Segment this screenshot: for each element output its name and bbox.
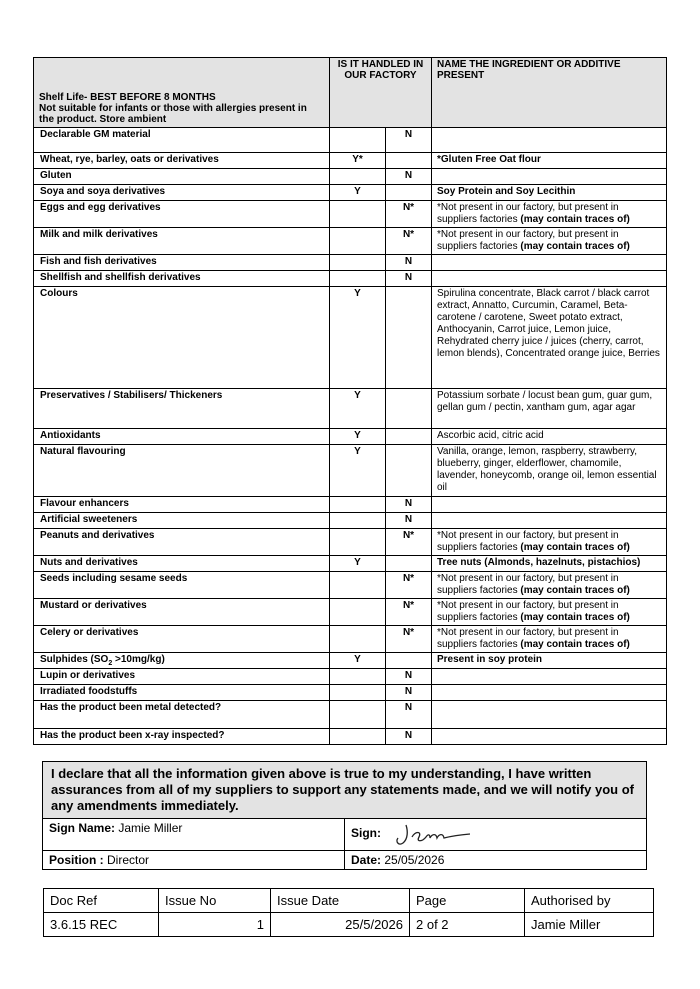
handled-no-cell — [386, 153, 432, 169]
issue-no-header: Issue No — [159, 889, 271, 913]
doc-ref-value-row — [44, 913, 654, 937]
handled-yes-cell — [330, 228, 386, 255]
row-label: Antioxidants — [40, 430, 101, 441]
handled-yes-cell — [330, 271, 386, 287]
issue-date-header: Issue Date — [271, 889, 410, 913]
allergen-cell — [34, 729, 330, 745]
ingredient-cell — [432, 556, 667, 572]
table-row — [34, 685, 667, 701]
allergen-cell — [34, 169, 330, 185]
handled-yes-cell: Y — [330, 653, 386, 669]
ingredient-cell — [432, 685, 667, 701]
handled-no-cell: N* — [386, 529, 432, 556]
table-row — [34, 389, 667, 429]
traces-note-bold: (may contain traces of) — [520, 612, 630, 623]
handled-no-cell — [386, 287, 432, 389]
row-label: Soya and soya derivatives — [40, 186, 166, 197]
table-header-row — [34, 58, 667, 128]
handled-no-cell: N — [386, 513, 432, 529]
ingredient-cell — [432, 201, 667, 228]
traces-note-bold: (may contain traces of) — [520, 585, 630, 596]
handled-yes-cell — [330, 255, 386, 271]
row-label: Lupin or derivatives — [40, 670, 136, 681]
row-label: Has the product been x-ray inspected? — [40, 730, 225, 741]
handled-no-cell: N — [386, 255, 432, 271]
allergen-cell — [34, 572, 330, 599]
handled-yes-cell — [330, 128, 386, 153]
allergen-cell — [34, 128, 330, 153]
allergen-cell — [34, 701, 330, 729]
table-row — [34, 255, 667, 271]
handled-yes-cell — [330, 201, 386, 228]
handled-no-cell: N — [386, 128, 432, 153]
ingredient-cell — [432, 169, 667, 185]
traces-note: *Not present in our factory, but present in suppliers factories — [437, 627, 619, 650]
traces-note: *Not present in our factory, but present in suppliers factories — [437, 229, 619, 252]
handled-yes-cell — [330, 669, 386, 685]
allergen-cell — [34, 685, 330, 701]
handled-no-cell: N* — [386, 228, 432, 255]
handled-no-cell — [386, 185, 432, 201]
ingredient-cell — [432, 228, 667, 255]
allergen-cell — [34, 669, 330, 685]
handled-no-cell: N — [386, 701, 432, 729]
ingredient-cell — [432, 445, 667, 497]
ingredient-cell — [432, 429, 667, 445]
page-header: Page — [410, 889, 525, 913]
ingredient-cell — [432, 497, 667, 513]
table-row — [34, 429, 667, 445]
ingredient-header: NAME THE INGREDIENT OR ADDITIVE PRESENT — [432, 58, 667, 128]
row-label: Peanuts and derivatives — [40, 530, 155, 541]
ingredient-text: Ascorbic acid, citric acid — [437, 430, 544, 441]
row-label-tail: >10mg/kg) — [112, 654, 165, 665]
allergen-cell — [34, 389, 330, 429]
handled-no-cell — [386, 653, 432, 669]
table-row — [34, 626, 667, 653]
table-row — [34, 669, 667, 685]
table-row — [34, 169, 667, 185]
signature-cell — [345, 819, 647, 851]
ingredient-text: Soy Protein and Soy Lecithin — [437, 186, 576, 197]
position-value: Director — [103, 853, 150, 867]
storage-warning-text: Not suitable for infants or those with allergies present in the product. Store ambient — [39, 103, 307, 125]
sign-name-cell — [43, 819, 345, 851]
handled-yes-cell: Y — [330, 429, 386, 445]
doc-ref-value: 3.6.15 REC — [44, 913, 159, 937]
ingredient-cell — [432, 626, 667, 653]
table-row — [34, 729, 667, 745]
allergen-cell — [34, 513, 330, 529]
traces-note-bold: (may contain traces of) — [520, 241, 630, 252]
handled-yes-cell — [330, 729, 386, 745]
declaration-box — [42, 761, 647, 870]
ingredient-cell — [432, 669, 667, 685]
table-row — [34, 271, 667, 287]
allergen-cell — [34, 271, 330, 287]
allergen-cell — [34, 287, 330, 389]
handled-no-cell: N* — [386, 201, 432, 228]
authorised-by-header: Authorised by — [525, 889, 654, 913]
issue-date-value: 25/5/2026 — [271, 913, 410, 937]
row-label-subscript: 2 — [108, 660, 113, 667]
row-label: Sulphides (SO — [40, 654, 109, 665]
handled-no-cell: N — [386, 729, 432, 745]
row-label: Irradiated foodstuffs — [40, 686, 138, 697]
handled-yes-cell — [330, 572, 386, 599]
table-row — [34, 497, 667, 513]
handled-yes-cell: Y* — [330, 153, 386, 169]
row-label: Nuts and derivatives — [40, 557, 138, 568]
ingredient-cell — [432, 389, 667, 429]
sign-name-label: Sign Name: — [49, 821, 116, 835]
allergen-cell — [34, 429, 330, 445]
handled-yes-cell — [330, 497, 386, 513]
handled-no-cell — [386, 445, 432, 497]
allergen-cell — [34, 445, 330, 497]
sign-name-value: Jamie Miller — [115, 821, 183, 835]
row-label: Preservatives / Stabilisers/ Thickeners — [40, 390, 223, 401]
traces-note-bold: (may contain traces of) — [520, 639, 630, 650]
table-row — [34, 653, 667, 669]
handled-no-cell: N — [386, 169, 432, 185]
ingredient-cell — [432, 271, 667, 287]
ingredient-text: Tree nuts (Almonds, hazelnuts, pistachios) — [437, 557, 641, 568]
row-label: Has the product been metal detected? — [40, 702, 222, 713]
allergen-cell — [34, 556, 330, 572]
table-row — [34, 445, 667, 497]
handled-no-cell — [386, 389, 432, 429]
table-row — [34, 556, 667, 572]
table-row — [34, 153, 667, 169]
handled-yes-cell — [330, 701, 386, 729]
handled-no-cell — [386, 556, 432, 572]
position-cell — [43, 851, 345, 870]
handled-yes-cell — [330, 513, 386, 529]
row-label: Seeds including sesame seeds — [40, 573, 188, 584]
ingredient-cell — [432, 185, 667, 201]
handled-yes-cell — [330, 529, 386, 556]
ingredient-text: Spirulina concentrate, Black carrot / black carrot extract, Annatto, Curcumin, Caramel, Beta-carotene / carotene, Sweet potato extract, Anthocyanin, Carrot juice, Lemon juice, Rehydrated cherry juice / juices (cherry, carrot, lemon blends), Concentrated orange juice, Berries — [437, 288, 660, 359]
handled-yes-cell — [330, 169, 386, 185]
doc-ref-header: Doc Ref — [44, 889, 159, 913]
table-row — [34, 701, 667, 729]
ingredient-cell — [432, 153, 667, 169]
date-cell — [345, 851, 647, 870]
row-label: Colours — [40, 288, 78, 299]
ingredient-cell — [432, 572, 667, 599]
handled-no-cell: N* — [386, 599, 432, 626]
ingredient-cell — [432, 255, 667, 271]
traces-note-bold: (may contain traces of) — [520, 214, 630, 225]
ingredient-cell — [432, 701, 667, 729]
date-value: 25/05/2026 — [381, 853, 445, 867]
handled-no-cell: N — [386, 669, 432, 685]
row-label: Flavour enhancers — [40, 498, 129, 509]
row-label: Celery or derivatives — [40, 627, 139, 638]
handled-yes-cell: Y — [330, 185, 386, 201]
doc-ref-header-row — [44, 889, 654, 913]
handled-no-cell: N* — [386, 626, 432, 653]
doc-ref-table — [43, 888, 654, 937]
allergen-table — [33, 57, 667, 745]
handled-no-cell: N — [386, 497, 432, 513]
table-row — [34, 287, 667, 389]
handled-yes-cell: Y — [330, 287, 386, 389]
allergen-cell — [34, 497, 330, 513]
row-label: Artificial sweeteners — [40, 514, 138, 525]
allergen-cell — [34, 153, 330, 169]
table-row — [34, 599, 667, 626]
row-label: Mustard or derivatives — [40, 600, 147, 611]
traces-note: *Not present in our factory, but present in suppliers factories — [437, 600, 619, 623]
shelf-life-text: Shelf Life- BEST BEFORE 8 MONTHS — [39, 92, 216, 103]
allergen-cell — [34, 185, 330, 201]
row-label: Declarable GM material — [40, 129, 151, 140]
traces-note: *Not present in our factory, but present in suppliers factories — [437, 530, 619, 553]
table-row — [34, 201, 667, 228]
allergen-cell — [34, 529, 330, 556]
allergen-cell — [34, 599, 330, 626]
allergen-cell — [34, 228, 330, 255]
handled-yes-cell — [330, 626, 386, 653]
authorised-by-value: Jamie Miller — [525, 913, 654, 937]
traces-note-bold: (may contain traces of) — [520, 542, 630, 553]
issue-no-value: 1 — [159, 913, 271, 937]
handled-yes-cell: Y — [330, 389, 386, 429]
handled-yes-cell: Y — [330, 556, 386, 572]
handled-no-cell: N — [386, 685, 432, 701]
allergen-cell — [34, 201, 330, 228]
date-label: Date: — [351, 853, 382, 867]
ingredient-text: *Gluten Free Oat flour — [437, 154, 541, 165]
table-row — [34, 228, 667, 255]
table-row — [34, 572, 667, 599]
page-value: 2 of 2 — [410, 913, 525, 937]
ingredient-text: Potassium sorbate / locust bean gum, guar gum, gellan gum / pectin, xantham gum, agar agar — [437, 390, 653, 413]
ingredient-cell — [432, 287, 667, 389]
row-label: Milk and milk derivatives — [40, 229, 158, 240]
table-row — [34, 513, 667, 529]
row-label: Eggs and egg derivatives — [40, 202, 161, 213]
table-row — [34, 185, 667, 201]
ingredient-cell — [432, 599, 667, 626]
row-label: Gluten — [40, 170, 72, 181]
table-row — [34, 529, 667, 556]
shelf-life-cell — [34, 58, 330, 128]
handled-yes-cell: Y — [330, 445, 386, 497]
table-row — [34, 128, 667, 153]
handled-header: IS IT HANDLED IN OUR FACTORY — [330, 58, 432, 128]
handled-yes-cell — [330, 685, 386, 701]
ingredient-text: Present in soy protein — [437, 654, 543, 665]
ingredient-cell — [432, 653, 667, 669]
row-label: Natural flavouring — [40, 446, 126, 457]
handled-yes-cell — [330, 599, 386, 626]
signature-image — [392, 821, 482, 847]
handled-no-cell — [386, 429, 432, 445]
allergen-cell — [34, 626, 330, 653]
ingredient-cell — [432, 513, 667, 529]
sign-label: Sign: — [351, 826, 381, 841]
row-label: Wheat, rye, barley, oats or derivatives — [40, 154, 219, 165]
ingredient-text: Vanilla, orange, lemon, raspberry, strawberry, blueberry, ginger, elderflower, chamomile, lavender, honeycomb, orange oil, lemon essential oil — [437, 446, 657, 493]
ingredient-cell — [432, 529, 667, 556]
traces-note: *Not present in our factory, but present in suppliers factories — [437, 202, 619, 225]
row-label: Shellfish and shellfish derivatives — [40, 272, 201, 283]
allergen-cell — [34, 653, 330, 669]
handled-no-cell: N — [386, 271, 432, 287]
declaration-text: I declare that all the information given above is true to my understanding, I have written assurances from all of my suppliers to support any statements made, and we will notify you of any amendments immediately. — [43, 762, 647, 819]
handled-no-cell: N* — [386, 572, 432, 599]
row-label: Fish and fish derivatives — [40, 256, 157, 267]
ingredient-cell — [432, 729, 667, 745]
position-label: Position : — [49, 853, 104, 867]
ingredient-cell — [432, 128, 667, 153]
allergen-cell — [34, 255, 330, 271]
traces-note: *Not present in our factory, but present in suppliers factories — [437, 573, 619, 596]
